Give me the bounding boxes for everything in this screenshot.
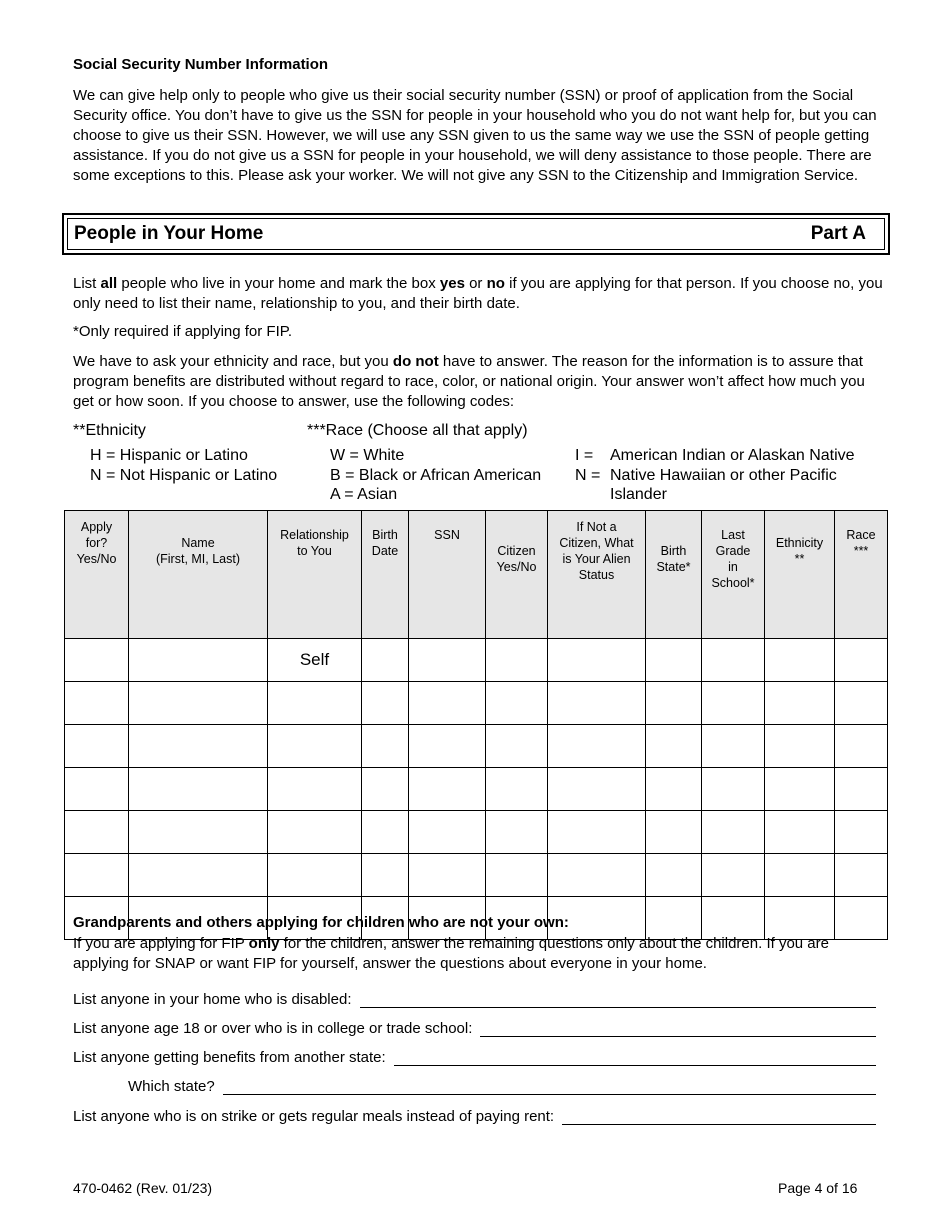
col-birth-state: Birth State* bbox=[646, 511, 702, 639]
which-state-question bbox=[128, 1078, 876, 1095]
other-state-question bbox=[73, 1049, 876, 1066]
col-citizen: Citizen Yes/No bbox=[486, 511, 548, 639]
table-header-row bbox=[65, 511, 888, 639]
citizen-cell[interactable] bbox=[486, 854, 548, 897]
race-code-a: A = Asian bbox=[330, 486, 398, 503]
citizen-cell[interactable] bbox=[486, 682, 548, 725]
ethnicity-code-n: N = Not Hispanic or Latino bbox=[90, 467, 278, 484]
ssn-cell[interactable] bbox=[409, 725, 486, 768]
ethnicity-cell[interactable] bbox=[765, 682, 835, 725]
part-header bbox=[62, 213, 890, 255]
relationship-cell[interactable] bbox=[268, 682, 362, 725]
birth-date-cell[interactable] bbox=[362, 682, 409, 725]
race-cell[interactable] bbox=[835, 768, 888, 811]
race-cell[interactable] bbox=[835, 854, 888, 897]
birth-date-cell[interactable] bbox=[362, 811, 409, 854]
ethnicity-cell[interactable] bbox=[765, 639, 835, 682]
relationship-cell[interactable] bbox=[268, 768, 362, 811]
college-question bbox=[73, 1020, 876, 1037]
last-grade-cell[interactable] bbox=[702, 725, 765, 768]
table-row bbox=[65, 811, 888, 854]
col-race: Race *** bbox=[835, 511, 888, 639]
ethnicity-cell[interactable] bbox=[765, 854, 835, 897]
ethnicity-cell[interactable] bbox=[765, 725, 835, 768]
birth-date-cell[interactable] bbox=[362, 639, 409, 682]
last-grade-cell[interactable] bbox=[702, 854, 765, 897]
citizen-cell[interactable] bbox=[486, 768, 548, 811]
relationship-cell[interactable] bbox=[268, 854, 362, 897]
birth-state-cell[interactable] bbox=[646, 682, 702, 725]
relationship-cell[interactable] bbox=[268, 725, 362, 768]
apply-cell[interactable] bbox=[65, 854, 129, 897]
strike-input[interactable] bbox=[562, 1108, 876, 1125]
strike-label: List anyone who is on strike or gets regular meals instead of paying rent: bbox=[73, 1108, 555, 1125]
race-code-i-key: I = bbox=[575, 447, 594, 464]
disabled-question bbox=[73, 991, 876, 1008]
apply-cell[interactable] bbox=[65, 725, 129, 768]
alien-status-cell[interactable] bbox=[548, 854, 646, 897]
college-label: List anyone age 18 or over who is in college or trade school: bbox=[73, 1020, 473, 1037]
citizen-cell[interactable] bbox=[486, 811, 548, 854]
ssn-cell[interactable] bbox=[409, 639, 486, 682]
alien-status-cell[interactable] bbox=[548, 725, 646, 768]
household-members-table bbox=[64, 510, 888, 940]
which-state-input[interactable] bbox=[223, 1078, 876, 1095]
which-state-label: Which state? bbox=[128, 1078, 215, 1095]
name-cell[interactable] bbox=[129, 639, 268, 682]
birth-date-cell[interactable] bbox=[362, 768, 409, 811]
part-title: People in Your Home bbox=[74, 223, 264, 244]
last-grade-cell[interactable] bbox=[702, 811, 765, 854]
citizen-cell[interactable] bbox=[486, 725, 548, 768]
instructions-paragraph: List all people who live in your home and mark the box yes or no if you are applying for that person. If you choose no, you only need to list their name, relationship to you, and their birth date. bbox=[73, 275, 883, 312]
ethnicity-code-h: H = Hispanic or Latino bbox=[90, 447, 248, 464]
college-input[interactable] bbox=[480, 1020, 876, 1037]
birth-date-cell[interactable] bbox=[362, 725, 409, 768]
ethnicity-header: **Ethnicity bbox=[73, 422, 146, 439]
page-number: Page 4 of 16 bbox=[778, 1180, 858, 1196]
col-last-grade: Last Grade in School* bbox=[702, 511, 765, 639]
relationship-cell: Self bbox=[268, 639, 362, 682]
table-row bbox=[65, 854, 888, 897]
col-alien-status: If Not a Citizen, What is Your Alien Status bbox=[548, 511, 646, 639]
ethnicity-race-paragraph: We have to ask your ethnicity and race, but you do not have to answer. The reason for the information is to assure that program benefits are distributed without regard to race, color, or national origin. Your answer won’t affect how much you get or how soon. If you choose to answer, use the following codes: bbox=[73, 353, 865, 410]
col-ethnicity: Ethnicity ** bbox=[765, 511, 835, 639]
ssn-cell[interactable] bbox=[409, 854, 486, 897]
race-cell[interactable] bbox=[835, 725, 888, 768]
race-code-i-value: American Indian or Alaskan Native bbox=[610, 447, 855, 464]
ssn-section-title: Social Security Number Information bbox=[73, 56, 329, 73]
birth-state-cell[interactable] bbox=[646, 639, 702, 682]
ssn-section-body: We can give help only to people who give us their social security number (SSN) or proof of application from the Social Security office. You don’t have to give us the SSN for people in your household who you do not want help for, but you can choose to give us their SSN. However, we will use any SSN given to us the same way we use the SSN of people getting assistance. If you do not give us a SSN for people in your household, we will deny assistance to those people. There are some exceptions to this. Please ask your worker. We will not give any SSN to the Citizenship and Immigration Service. bbox=[73, 87, 877, 184]
relationship-cell[interactable] bbox=[268, 811, 362, 854]
part-label: Part A bbox=[810, 223, 866, 244]
race-code-n-key: N = bbox=[575, 467, 601, 484]
other-state-label: List anyone getting benefits from another state: bbox=[73, 1049, 386, 1066]
col-ssn: SSN bbox=[409, 511, 486, 639]
name-cell[interactable] bbox=[129, 768, 268, 811]
race-header: ***Race (Choose all that apply) bbox=[307, 422, 528, 439]
table-row bbox=[65, 725, 888, 768]
table-row bbox=[65, 639, 888, 682]
birth-state-cell[interactable] bbox=[646, 854, 702, 897]
strike-question bbox=[73, 1108, 876, 1125]
apply-cell[interactable] bbox=[65, 682, 129, 725]
col-relationship: Relationship to You bbox=[268, 511, 362, 639]
apply-cell[interactable] bbox=[65, 639, 129, 682]
last-grade-cell[interactable] bbox=[702, 768, 765, 811]
name-cell[interactable] bbox=[129, 854, 268, 897]
col-birth-date: Birth Date bbox=[362, 511, 409, 639]
last-grade-cell[interactable] bbox=[702, 682, 765, 725]
alien-status-cell[interactable] bbox=[548, 682, 646, 725]
birth-state-cell[interactable] bbox=[646, 768, 702, 811]
race-code-n-value-cont: Islander bbox=[610, 486, 667, 503]
apply-cell[interactable] bbox=[65, 768, 129, 811]
alien-status-cell[interactable] bbox=[548, 768, 646, 811]
birth-state-cell[interactable] bbox=[646, 811, 702, 854]
name-cell[interactable] bbox=[129, 811, 268, 854]
ssn-cell[interactable] bbox=[409, 768, 486, 811]
race-cell[interactable] bbox=[835, 639, 888, 682]
ssn-cell[interactable] bbox=[409, 811, 486, 854]
grandparents-body: If you are applying for FIP only for the children, answer the remaining questions only about the children. If you are applying for SNAP or want FIP for yourself, answer the questions about everyone in your home. bbox=[73, 935, 829, 972]
race-cell[interactable] bbox=[835, 811, 888, 854]
race-code-w: W = White bbox=[330, 447, 405, 464]
alien-status-cell[interactable] bbox=[548, 811, 646, 854]
name-cell[interactable] bbox=[129, 682, 268, 725]
alien-status-cell[interactable] bbox=[548, 639, 646, 682]
citizen-cell[interactable] bbox=[486, 639, 548, 682]
other-state-input[interactable] bbox=[394, 1049, 876, 1066]
table-row bbox=[65, 768, 888, 811]
form-number: 470-0462 (Rev. 01/23) bbox=[73, 1180, 213, 1196]
birth-date-cell[interactable] bbox=[362, 854, 409, 897]
apply-cell[interactable] bbox=[65, 811, 129, 854]
col-name: Name (First, MI, Last) bbox=[129, 511, 268, 639]
fip-note: *Only required if applying for FIP. bbox=[73, 323, 293, 340]
race-cell[interactable] bbox=[835, 682, 888, 725]
race-code-b: B = Black or African American bbox=[330, 467, 542, 484]
disabled-input[interactable] bbox=[360, 991, 877, 1008]
last-grade-cell[interactable] bbox=[702, 639, 765, 682]
race-code-n-value: Native Hawaiian or other Pacific bbox=[610, 467, 837, 484]
ethnicity-cell[interactable] bbox=[765, 768, 835, 811]
col-apply-for: Apply for? Yes/No bbox=[65, 511, 129, 639]
grandparents-title: Grandparents and others applying for children who are not your own: bbox=[73, 914, 569, 931]
ssn-cell[interactable] bbox=[409, 682, 486, 725]
ethnicity-cell[interactable] bbox=[765, 811, 835, 854]
disabled-label: List anyone in your home who is disabled: bbox=[73, 991, 352, 1008]
name-cell[interactable] bbox=[129, 725, 268, 768]
table-row bbox=[65, 682, 888, 725]
birth-state-cell[interactable] bbox=[646, 725, 702, 768]
